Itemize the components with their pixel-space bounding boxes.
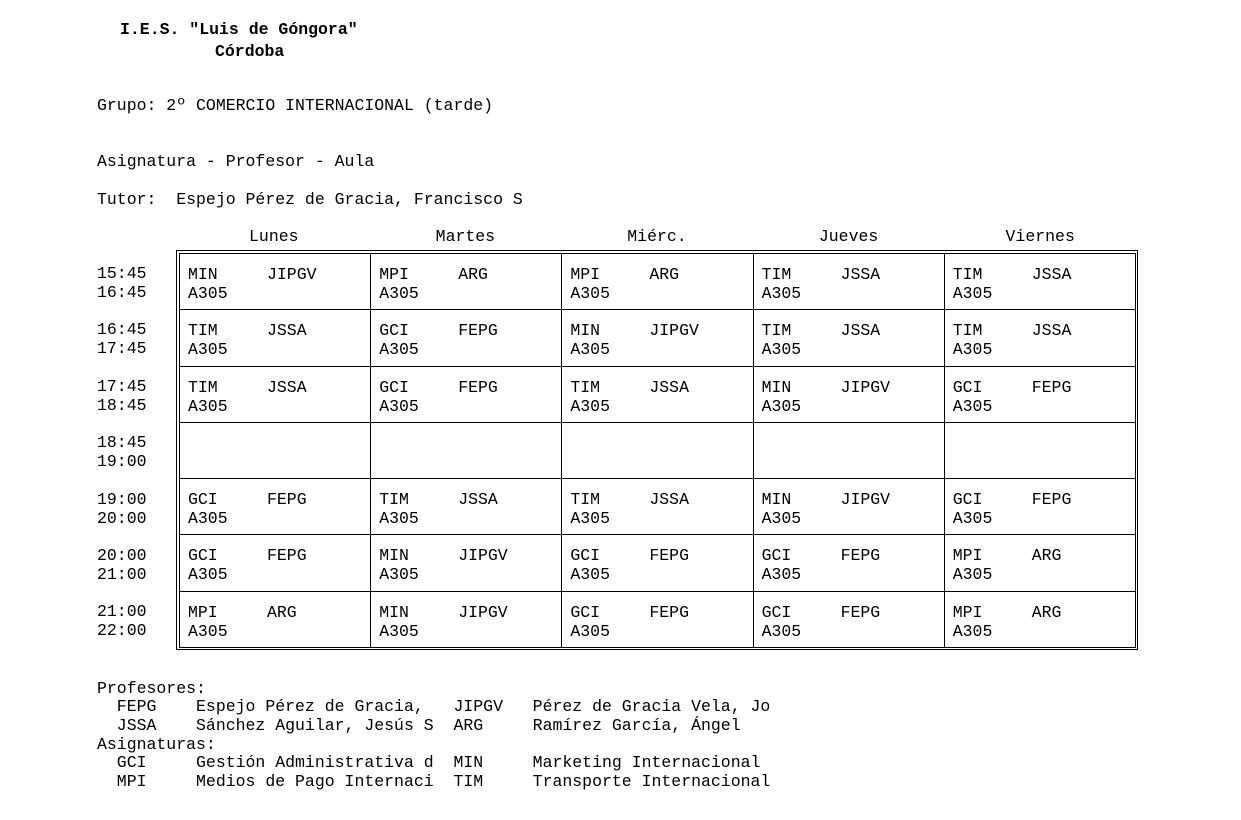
cell-teacher: JSSA [649,377,689,397]
cell-subject: GCI [761,546,792,566]
time-slot [97,320,147,358]
school-city: Córdoba [215,42,285,61]
timetable-cell [180,254,371,310]
cell-subject: GCI [188,490,218,510]
cell-room: A305 [188,565,228,585]
timetable-cell [944,422,1135,478]
timetable-cell [944,535,1135,591]
time-start: 20:00 [97,546,147,565]
cell-room: A305 [188,396,228,416]
timetable-cell [180,479,371,535]
timetable-cell [753,591,944,647]
timetable-cell [753,254,944,310]
cell-subject: MPI [952,602,983,622]
cell-teacher: JIPGV [267,265,317,284]
day-header-jueves: Jueves [818,227,879,246]
cell-room: A305 [570,565,610,585]
time-end: 17:45 [97,339,147,359]
cell-teacher: JIPGV [458,546,508,566]
cell-room: A305 [952,621,993,641]
school-name: I.E.S. "Luis de Góngora" [120,20,358,39]
cell-room: A305 [761,396,802,416]
cell-subject: MIN [379,602,409,622]
timetable-cell [180,310,371,366]
cell-room: A305 [570,396,610,416]
cell-teacher: ARG [458,265,488,284]
cell-teacher: ARG [649,265,680,284]
cell-subject: TIM [570,377,601,397]
cell-room: A305 [188,340,228,360]
timetable-cell [180,366,371,422]
time-end: 16:45 [97,283,147,302]
cell-room: A305 [761,565,802,585]
timetable-cell [753,535,944,591]
time-end: 21:00 [97,565,147,584]
tutor-line: Tutor: Espejo Pérez de Gracia, Francisco S [97,190,523,209]
cell-teacher: JSSA [458,490,498,510]
time-slot [97,433,147,471]
subjects-heading: Asignaturas: [97,735,216,754]
timetable-cell [371,535,562,591]
timetable-cell [180,535,371,591]
timetable-cell [944,254,1135,310]
timetable-cell [753,366,944,422]
cell-room: A305 [570,509,610,529]
timetable-cell [371,366,562,422]
teachers-line: JSSA Sánchez Aguilar, Jesús S ARG Ramírez García, Ángel [97,716,741,735]
timetable-cell [371,422,562,478]
time-start: 16:45 [97,320,147,340]
teachers-heading: Profesores: [97,679,206,698]
cell-subject: MIN [761,377,792,397]
cell-subject: GCI [952,490,983,510]
timetable-row [180,310,1136,366]
cell-teacher: JIPGV [840,377,891,397]
cell-teacher: ARG [267,602,297,622]
cell-room: A305 [952,509,993,529]
timetable-cell [562,310,753,366]
timetable-cell [562,254,753,310]
cell-teacher: JIPGV [458,602,508,622]
time-slot [97,377,147,415]
time-slot [97,264,147,302]
cell-room: A305 [952,565,993,585]
time-end: 18:45 [97,395,147,415]
timetable-cell [371,254,562,310]
cell-subject: GCI [188,546,218,566]
timetable-cell [371,591,562,647]
time-slot [97,490,147,528]
cell-teacher: FEPG [649,546,689,566]
cell-room: A305 [188,621,228,641]
timetable-row [180,535,1136,591]
subjects-line: GCI Gestión Administrativa d MIN Marketing Internacional [97,753,761,772]
group-line: Grupo: 2º COMERCIO INTERNACIONAL (tarde) [97,96,494,115]
cell-room: A305 [570,621,610,641]
cell-room: A305 [570,284,610,303]
cell-subject: GCI [379,377,409,397]
cell-room: A305 [379,396,419,416]
cell-room: A305 [188,284,228,303]
cell-room: A305 [379,340,419,360]
cell-subject: TIM [952,265,983,284]
timetable-cell [753,479,944,535]
timetable-cell [944,366,1135,422]
cell-room: A305 [761,621,802,641]
day-header-viernes: Viernes [1005,227,1075,246]
cell-room: A305 [761,284,802,303]
cell-room: A305 [952,340,993,360]
cell-room: A305 [761,340,802,360]
cell-teacher: FEPG [267,490,307,510]
cell-teacher: JSSA [267,321,307,341]
day-headers [178,227,1136,246]
cell-room: A305 [761,509,802,529]
timetable-cell [753,422,944,478]
day-header-lunes: Lunes [249,227,299,246]
timetable-row [180,591,1136,647]
timetable-cell [371,310,562,366]
time-start: 21:00 [97,602,147,622]
cell-room: A305 [188,509,228,529]
cell-teacher: JSSA [267,377,307,397]
cell-subject: GCI [761,602,792,622]
legend-line: Asignatura - Profesor - Aula [97,152,375,171]
timetable-cell [180,591,371,647]
cell-subject: MIN [188,265,218,284]
teachers-line: FEPG Espejo Pérez de Gracia, JIPGV Pérez de Gracia Vela, Jo [97,697,771,716]
cell-subject: GCI [570,602,601,622]
cell-teacher: JIPGV [840,490,891,510]
timetable-cell [562,535,753,591]
cell-teacher: JSSA [840,321,881,341]
cell-teacher: ARG [1031,602,1062,622]
cell-subject: TIM [188,377,218,397]
cell-subject: MPI [188,602,218,622]
timetable-cell [371,479,562,535]
cell-teacher: FEPG [458,321,498,341]
cell-subject: TIM [570,490,601,510]
time-slot [97,546,147,584]
cell-subject: TIM [952,321,983,341]
cell-teacher: FEPG [267,546,307,566]
timetable-cell [944,479,1135,535]
subjects-line: MPI Medios de Pago Internaci TIM Transporte Internacional [97,772,771,791]
timetable-cell [562,479,753,535]
cell-teacher: JSSA [649,490,689,510]
cell-subject: TIM [761,265,792,284]
day-header-miercoles: Miérc. [627,227,687,246]
cell-teacher: JSSA [840,265,881,284]
day-header-martes: Martes [435,227,496,246]
cell-room: A305 [379,565,419,585]
time-start: 15:45 [97,264,147,283]
timetable-cell [562,366,753,422]
time-end: 20:00 [97,508,147,528]
time-start: 19:00 [97,489,147,509]
timetable-cell [944,591,1135,647]
cell-teacher: FEPG [840,602,881,622]
cell-room: A305 [379,509,419,529]
cell-room: A305 [952,284,993,303]
cell-subject: MPI [570,265,601,284]
time-start: 18:45 [97,433,147,453]
cell-subject: MPI [952,546,983,566]
cell-subject: GCI [952,377,983,397]
timetable-cell [753,310,944,366]
cell-teacher: ARG [1031,546,1062,566]
timetable-row [180,366,1136,422]
timetable-grid [179,253,1136,648]
cell-subject: MIN [761,490,792,510]
cell-teacher: FEPG [840,546,881,566]
timetable-cell [562,591,753,647]
cell-teacher: JSSA [1031,321,1072,341]
cell-room: A305 [952,396,993,416]
timetable-cell [944,310,1135,366]
timetable-cell [180,422,371,478]
timetable-row [180,254,1136,310]
time-start: 17:45 [97,376,147,396]
cell-room: A305 [570,340,610,360]
time-end: 19:00 [97,452,147,472]
cell-subject: MIN [570,321,601,341]
cell-subject: TIM [379,490,409,510]
cell-teacher: FEPG [1031,490,1072,510]
cell-teacher: JSSA [1031,265,1072,284]
cell-room: A305 [379,284,419,303]
cell-room: A305 [379,621,419,641]
time-end: 22:00 [97,621,147,641]
timetable-cell [562,422,753,478]
cell-teacher: JIPGV [649,321,699,341]
cell-subject: GCI [570,546,601,566]
cell-teacher: FEPG [649,602,689,622]
cell-teacher: FEPG [458,377,498,397]
cell-subject: GCI [379,321,409,341]
cell-subject: TIM [188,321,218,341]
cell-teacher: FEPG [1031,377,1072,397]
timetable-row [180,422,1136,478]
cell-subject: MIN [379,546,409,566]
time-slot [97,602,147,640]
timetable-row [180,479,1136,535]
cell-subject: TIM [761,321,792,341]
cell-subject: MPI [379,265,409,284]
